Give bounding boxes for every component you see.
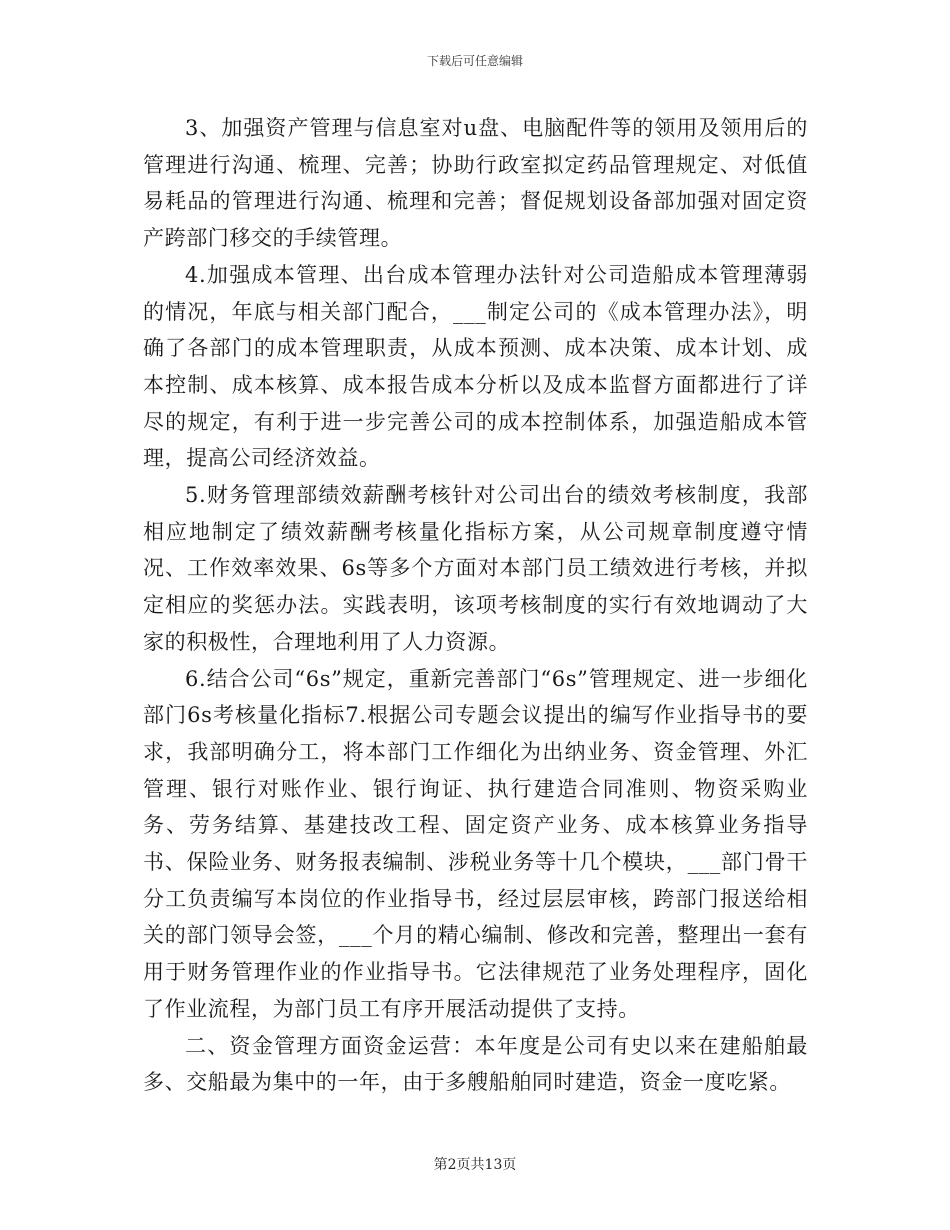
page-header: 下载后可任意编辑: [426, 54, 523, 68]
paragraph-performance-assessment: 5.财务管理部绩效薪酬考核针对公司出台的绩效考核制度，我部相应地制定了绩效薪酬考核量化指标方案，从公司规章制度遵守情况、工作效率效果、6s等多个方面对本部门员工绩效进行考核，并拟定相应的奖惩办法。实践表明，该项考核制度的实行有效地调动了大家的积极性，合理地利用了人力资源。: [143, 483, 808, 654]
paragraph-asset-management: 3、加强资产管理与信息室对u盘、电脑配件等的领用及领用后的管理进行沟通、梳理、完善；协助行政室拟定药品管理规定、对低值易耗品的管理进行沟通、梳理和完善；督促规划设备部加强对固定资产跨部门移交的手续管理。: [143, 116, 808, 251]
page-footer: 第2页共13页: [433, 1157, 517, 1173]
paragraph-fund-management: 二、资金管理方面资金运营：本年度是公司有史以来在建船舶最多、交船最为集中的一年，由于多艘船舶同时建造，资金一度吃紧。: [143, 1033, 808, 1095]
paragraph-cost-management: 4.加强成本管理、出台成本管理办法针对公司造船成本管理薄弱的情况，年底与相关部门配合，___制定公司的《成本管理办法》，明确了各部门的成本管理职责，从成本预测、成本决策、成本计划、成本控制、成本核算、成本报告成本分析以及成本监督方面都进行了详尽的规定，有利于进一步完善公司的成本控制体系，加强造船成本管理，提高公司经济效益。: [143, 262, 808, 471]
document-body: [143, 110, 808, 1101]
paragraph-6s-and-guidebook: 6.结合公司“6s”规定，重新完善部门“6s”管理规定、进一步细化部门6s考核量化指标7.根据公司专题会议提出的编写作业指导书的要求，我部明确分工，将本部门工作细化为出纳业务、资金管理、外汇管理、银行对账作业、银行询证、执行建造合同准则、物资采购业务、劳务结算、基建技改工程、固定资产业务、成本核算业务指导书、保险业务、财务报表编制、涉税业务等十几个模块，___部门骨干分工负责编写本岗位的作业指导书，经过层层审核，跨部门报送给相关的部门领导会签，___个月的精心编制、修改和完善，整理出一套有用于财务管理作业的作业指导书。它法律规范了业务处理程序，固化了作业流程，为部门员工有序开展活动提供了支持。: [143, 666, 808, 1021]
